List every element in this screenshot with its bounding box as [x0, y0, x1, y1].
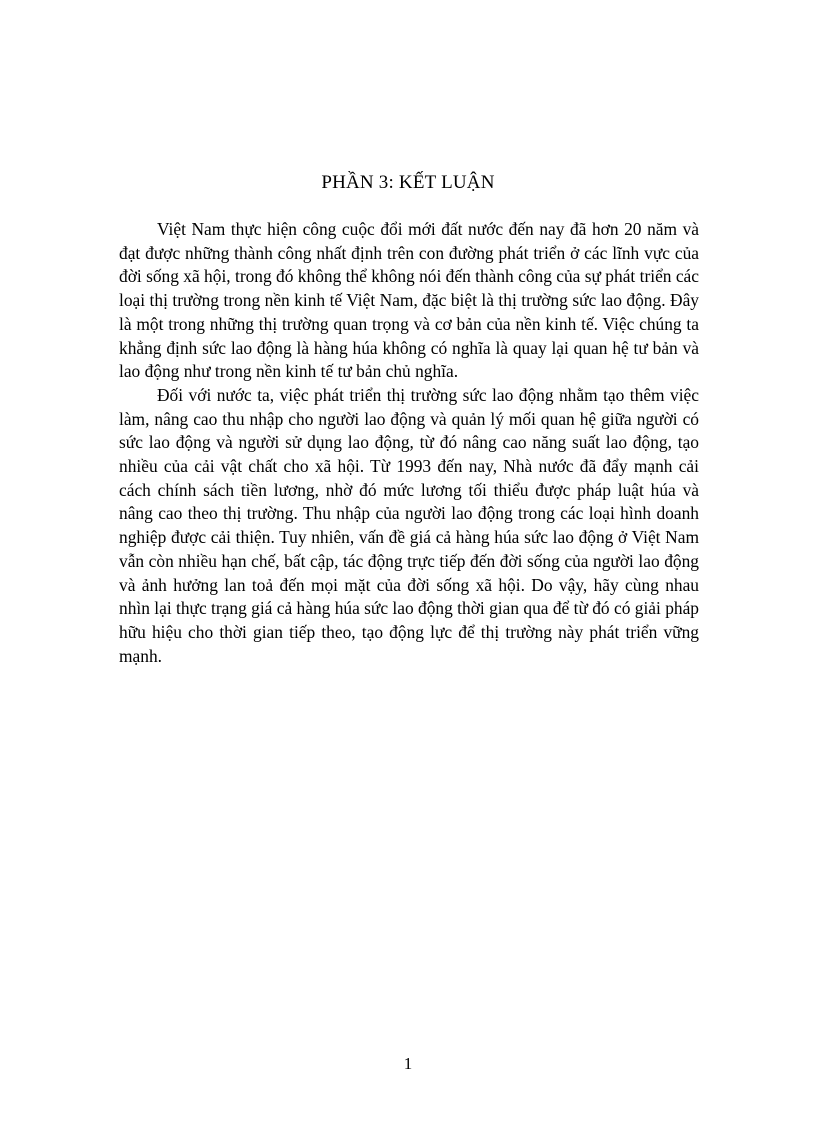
paragraph-2: Đối với nước ta, việc phát triển thị trường sức lao động nhằm tạo thêm việc làm, nâng cao thu nhập cho người lao động và quản lý mối quan hệ giữa người có sức lao động và người sử dụng lao động, từ đó nâng cao năng suất lao động, tạo nhiều của cải vật chất cho xã hội. Từ 1993 đến nay, Nhà nước đã đẩy mạnh cải cách chính sách tiền lương, nhờ đó mức lương tối thiểu được pháp luật húa và nâng cao theo thị trường. Thu nhập của người lao động trong các loại hình doanh nghiệp được cải thiện. Tuy nhiên, vấn đề giá cả hàng húa sức lao động ở Việt Nam vẫn còn nhiều hạn chế, bất cập, tác động trực tiếp đến đời sống của người lao động và ảnh hưởng lan toả đến mọi mặt của đời sống xã hội. Do vậy, hãy cùng nhau nhìn lại thực trạng giá cả hàng húa sức lao động thời gian qua để từ đó có giải pháp hữu hiệu cho thời gian tiếp theo, tạo động lực để thị trường này phát triển vững mạnh.: [119, 384, 699, 666]
body-text: [119, 218, 699, 668]
page-number: 1: [403, 1054, 413, 1073]
section-heading: PHẦN 3: KẾT LUẬN: [321, 172, 495, 193]
paragraph-1: Việt Nam thực hiện công cuộc đổi mới đất nước đến nay đã hơn 20 năm và đạt được những thành công nhất định trên con đường phát triển ở các lĩnh vực của đời sống xã hội, trong đó không thể không nói đến thành công của sự phát triển các loại thị trường trong nền kinh tế Việt Nam, đặc biệt là thị trường sức lao động. Đây là một trong những thị trường quan trọng và cơ bản của nền kinh tế. Việc chúng ta khẳng định sức lao động là hàng húa không có nghĩa là quay lại quan hệ tư bản và lao động như trong nền kinh tế tư bản chủ nghĩa.: [119, 219, 699, 382]
